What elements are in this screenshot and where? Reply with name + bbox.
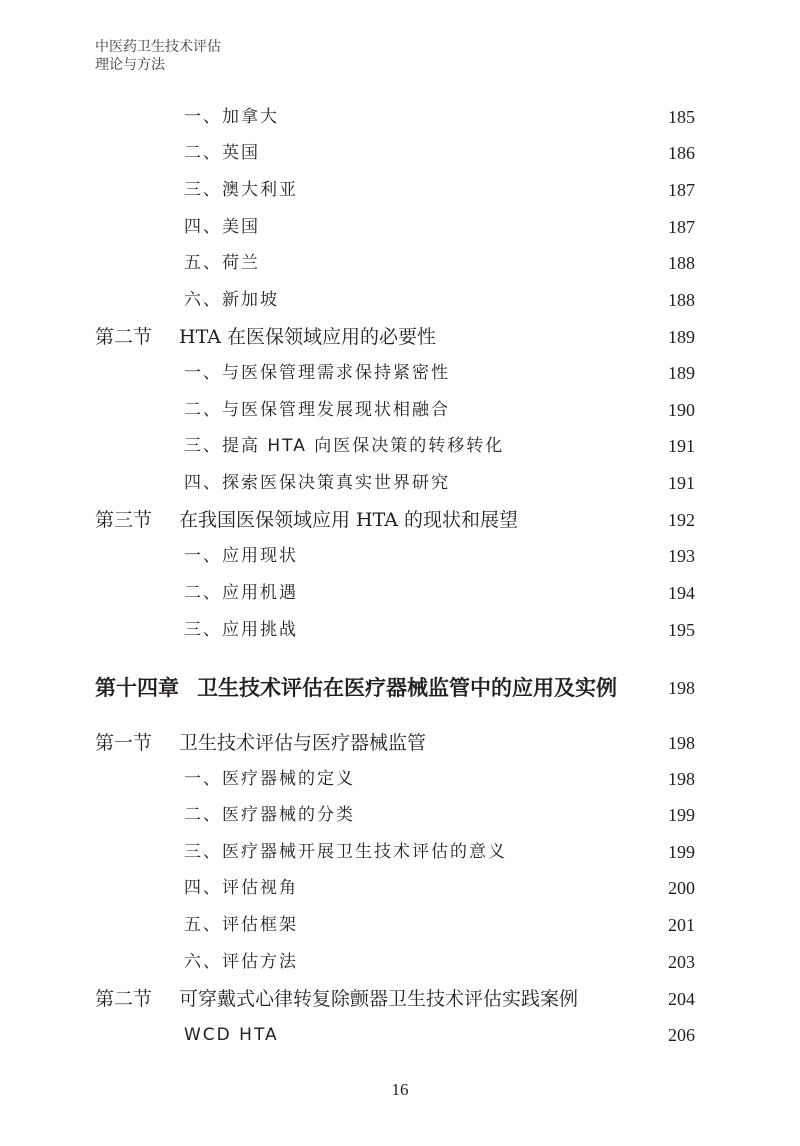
toc-page-number: 188 [668, 290, 695, 310]
toc-entry-text: 一、医疗器械的定义 [184, 769, 355, 789]
toc-item [0, 138, 800, 168]
toc-entry-text: 四、探索医保决策真实世界研究 [184, 473, 450, 493]
toc-entry-title [95, 728, 426, 758]
toc-entry-title [184, 615, 298, 645]
toc-entry-text: 二、与医保管理发展现状相融合 [184, 400, 450, 420]
toc-entry-text: 在我国医保领域应用 HTA 的现状和展望 [179, 509, 519, 531]
toc-page-number: 187 [668, 180, 695, 200]
toc-entry-title [184, 212, 260, 242]
toc-entry-label: 第十四章 [95, 675, 179, 700]
toc-entry-title [184, 358, 450, 388]
toc-page-number: 199 [668, 805, 695, 825]
toc-entry-text: HTA 在医保领域应用的必要性 [179, 326, 436, 348]
toc-entry-title [184, 248, 260, 278]
toc-page-number: 198 [668, 733, 695, 753]
toc-item [0, 102, 800, 132]
toc-entry-title [184, 138, 260, 168]
toc-entry-title [184, 541, 298, 571]
toc-section [0, 728, 800, 758]
toc-entry-label: 第二节 [95, 988, 153, 1010]
toc-item [0, 358, 800, 388]
toc-item [0, 947, 800, 977]
toc-section [0, 984, 800, 1014]
toc-entry-text: WCD HTA [184, 1025, 279, 1045]
toc-entry-text: 卫生技术评估与医疗器械监管 [179, 732, 427, 754]
toc-page-number: 194 [668, 583, 695, 603]
toc-entry-title [184, 175, 298, 205]
toc-page-number: 191 [668, 473, 695, 493]
toc-chapter [0, 673, 800, 703]
toc-entry-text: 二、英国 [184, 143, 260, 163]
toc-item [0, 615, 800, 645]
toc-entry-label: 第一节 [95, 732, 153, 754]
toc-page-number: 193 [668, 546, 695, 566]
toc-page-number: 189 [668, 327, 695, 347]
book-title: 中医药卫生技术评估 [95, 39, 221, 55]
toc-entry-title [184, 837, 507, 867]
toc-page-number: 201 [668, 915, 695, 935]
toc-entry-text: 三、应用挑战 [184, 620, 298, 640]
toc-entry-title [184, 102, 279, 132]
toc-page-number: 187 [668, 217, 695, 237]
toc-page-number: 199 [668, 842, 695, 862]
toc-page-number: 192 [668, 510, 695, 530]
toc-item [0, 837, 800, 867]
toc-page-number: 189 [668, 363, 695, 383]
toc-entry-title [95, 505, 518, 535]
toc-page-number: 191 [668, 436, 695, 456]
toc-entry-text: 三、澳大利亚 [184, 180, 298, 200]
toc-page-number: 198 [668, 678, 695, 698]
toc-entry-text: 一、加拿大 [184, 107, 279, 127]
book-subtitle: 理论与方法 [95, 57, 165, 73]
toc-entry-title [184, 431, 504, 461]
toc-entry-title [95, 673, 617, 703]
toc-entry-title [95, 984, 578, 1014]
toc-entry-title [184, 1020, 279, 1050]
toc-entry-title [95, 322, 436, 352]
toc-item [0, 212, 800, 242]
toc-item [0, 248, 800, 278]
toc-entry-text: 三、医疗器械开展卫生技术评估的意义 [184, 842, 507, 862]
toc-entry-title [184, 947, 298, 977]
toc-section [0, 322, 800, 352]
toc-entry-title [184, 285, 279, 315]
toc-entry-text: 六、新加坡 [184, 290, 279, 310]
toc-page-number: 185 [668, 107, 695, 127]
toc-entry-title [184, 873, 298, 903]
toc-item [0, 910, 800, 940]
toc-entry-title [184, 800, 355, 830]
toc-entry-text: 二、应用机遇 [184, 583, 298, 603]
toc-entry-text: 卫生技术评估在医疗器械监管中的应用及实例 [197, 675, 617, 700]
toc-item [0, 873, 800, 903]
toc-page-number: 188 [668, 253, 695, 273]
toc-entry-title [184, 395, 450, 425]
toc-entry-text: 六、评估方法 [184, 952, 298, 972]
toc-item [0, 431, 800, 461]
toc-entry-text: 二、医疗器械的分类 [184, 805, 355, 825]
toc-entry-text: 可穿戴式心律转复除颤器卫生技术评估实践案例 [179, 988, 579, 1010]
toc-entry-text: 四、评估视角 [184, 878, 298, 898]
toc-entry-text: 四、美国 [184, 217, 260, 237]
toc-entry-title [184, 764, 355, 794]
toc-section [0, 505, 800, 535]
toc-page-number: 190 [668, 400, 695, 420]
toc-item [0, 468, 800, 498]
toc-page-number: 203 [668, 952, 695, 972]
toc-entry-text: 五、评估框架 [184, 915, 298, 935]
toc-entry-title [184, 578, 298, 608]
toc-item [0, 175, 800, 205]
toc-entry-label: 第三节 [95, 509, 153, 531]
toc-item [0, 285, 800, 315]
toc-page-number: 206 [668, 1025, 695, 1045]
toc-entry-title [184, 468, 450, 498]
toc-entry-title [184, 910, 298, 940]
toc-page-number: 204 [668, 989, 695, 1009]
toc-item [0, 395, 800, 425]
toc-entry-text: 五、荷兰 [184, 253, 260, 273]
toc-entry-text: 三、提高 HTA 向医保决策的转移转化 [184, 436, 505, 456]
toc-entry-text: 一、与医保管理需求保持紧密性 [184, 363, 450, 383]
toc-item [0, 541, 800, 571]
toc-page-number: 186 [668, 143, 695, 163]
toc-page-number: 200 [668, 878, 695, 898]
toc-entry-label: 第二节 [95, 326, 153, 348]
toc-item [0, 578, 800, 608]
toc-page-number: 198 [668, 769, 695, 789]
toc-item [0, 764, 800, 794]
toc-item [0, 800, 800, 830]
toc-entry-text: 一、应用现状 [184, 546, 298, 566]
toc-page-number: 195 [668, 620, 695, 640]
page-number: 16 [391, 1080, 409, 1099]
toc-item [0, 1020, 800, 1050]
